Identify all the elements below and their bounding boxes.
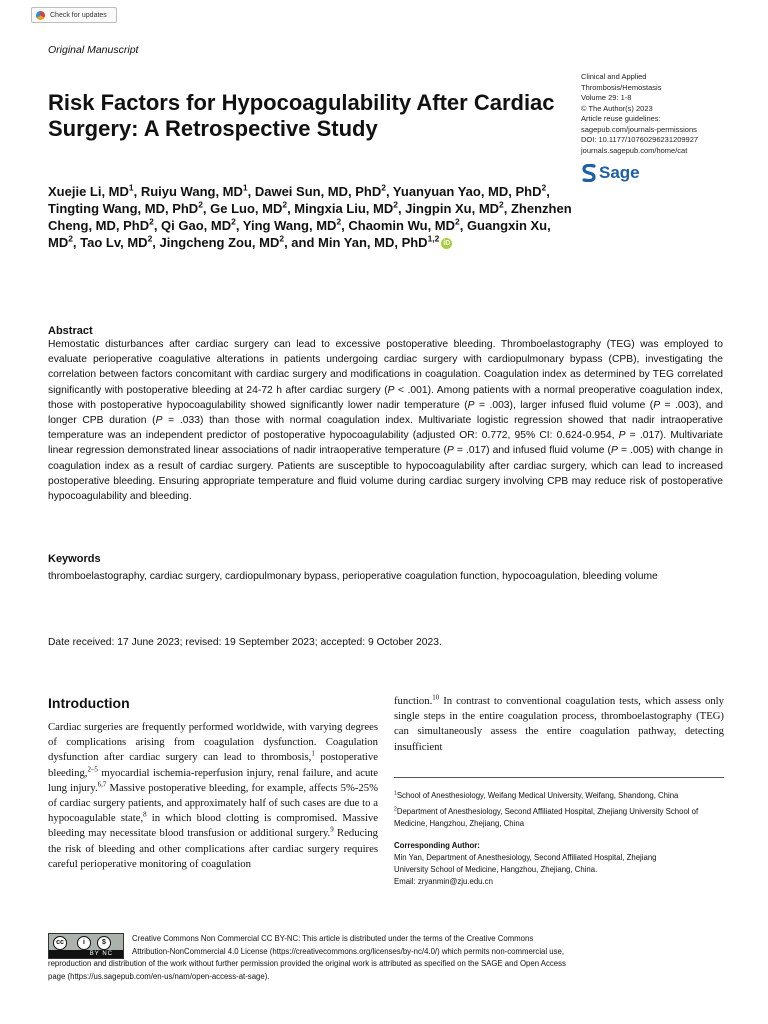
article-dates: Date received: 17 June 2023; revised: 19 September 2023; accepted: 9 October 2023. xyxy=(48,637,442,648)
journal-line: Volume 29: 1-8 xyxy=(581,93,632,102)
manuscript-type: Original Manuscript xyxy=(48,44,139,56)
corresponding-author xyxy=(394,840,724,888)
sage-s-icon xyxy=(581,164,597,182)
license-block xyxy=(48,933,728,983)
keywords-text: thromboelastography, cardiac surgery, cardiopulmonary bypass, perioperative coagulation function, hypocoagulation, bleeding volume xyxy=(48,571,658,582)
license-line-url[interactable]: Attribution-NonCommercial 4.0 License (https://creativecommons.org/licenses/by-nc/4.0/) which permits non-commercial use, xyxy=(132,946,565,956)
check-for-updates-button[interactable] xyxy=(31,7,117,23)
corresponding-heading: Corresponding Author: xyxy=(394,841,480,850)
nc-icon: $ xyxy=(97,936,111,950)
affiliation-1: $^1$School of Anesthesiology, Weifang Medical University, Weifang, Shandong, China xyxy=(394,790,679,800)
article-title: Risk Factors for Hypocoagulability After Cardiac Surgery: A Retrospective Study xyxy=(48,90,555,141)
footnotes xyxy=(394,790,724,892)
sage-logo-text: Sage xyxy=(599,163,640,182)
cc-by-nc-badge-icon[interactable] xyxy=(48,933,124,959)
keywords-heading: Keywords xyxy=(48,553,101,565)
orcid-icon[interactable]: iD xyxy=(443,240,451,248)
journal-home-link[interactable]: journals.sagepub.com/home/cat xyxy=(581,145,688,155)
corresponding-line: University School of Medicine, Hangzhou, Zhejiang, China. xyxy=(394,865,598,874)
introduction-right-column: function.$^{10}$ In contrast to conventional coagulation tests, which assess only single steps in the entire coagulation process, thromboelastography (TEG) can simultaneously assess the entire coagulation pathway, detecting insufficient xyxy=(394,693,724,753)
author-list xyxy=(48,183,578,251)
footnote-divider xyxy=(394,777,724,778)
permissions-link[interactable]: sagepub.com/journals-permissions xyxy=(581,124,697,134)
corresponding-line: Min Yan, Department of Anesthesiology, Second Affiliated Hospital, Zhejiang xyxy=(394,853,657,862)
check-updates-icon xyxy=(36,11,45,20)
license-line: reproduction and distribution of the work without further permission provided the original work is attributed as specified on the SAGE and Open Access xyxy=(48,959,566,968)
affiliation-2: $^2$Department of Anesthesiology, Second Affiliated Hospital, Zhejiang University School of Medicine, Hangzhou, Zhejiang, China xyxy=(394,806,699,828)
doi-line[interactable]: DOI: 10.1177/10760296231209927 xyxy=(581,135,699,144)
corresponding-email[interactable]: Email: zryanmin@zju.edu.cn xyxy=(394,877,493,886)
cc-badge-strip: BY NC xyxy=(49,950,123,958)
journal-info xyxy=(581,72,698,156)
journal-line: Clinical and Applied xyxy=(581,72,647,81)
author-names: Xuejie Li, $MD^1$, Ruiyu Wang, $MD^1$, Dawei Sun, MD, PhD$^2$, Yuanyuan Yao, MD, PhD$^2$, Tingting Wang, MD, PhD$^2$, Ge Luo, $MD^2$, Mingxia Liu, $MD^2$, Jingpin Xu, $MD^2$, Zhenzhen Cheng, MD, PhD$^2$, Qi Gao, $MD^2$, Ying Wang, $MD^2$, Chaomin Wu, $MD^2$, Guangxin Xu, $MD^2$, Tao Lv, $MD^2$, Jingcheng Zou, $MD^2$, and Min Yan, MD, PhD$^{1,2}$ xyxy=(48,182,572,250)
cc-icon: cc xyxy=(53,936,67,950)
journal-line: © The Author(s) 2023 xyxy=(581,103,653,113)
journal-line: Thrombosis/Hemostasis xyxy=(581,82,662,92)
introduction-heading: Introduction xyxy=(48,695,130,711)
check-updates-label: Check for updates xyxy=(50,12,107,19)
license-line-url[interactable]: page (https://us.sagepub.com/en-us/nam/open-access-at-sage). xyxy=(48,971,270,981)
abstract-heading: Abstract xyxy=(48,325,93,337)
introduction-left-column: Cardiac surgeries are frequently performed worldwide, with varying degrees of complications arising from coagulation dysfunction. Coagulation dysfunction after cardiac surgery can lead to thrombosis,$^1$ postoperative bleeding,$^{2-5}$ myocardial ischemia-reperfusion injury, renal failure, and acute lung injury.$^{6,7}$ Massive postoperative bleeding, for example, affects 5%-25% of cardiac surgery patients, and approximately half of such cases are due to a hypocoagulable state,$^8$ in which blood clotting is compromised. Massive bleeding may necessitate blood transfusion or additional surgery.$^9$ Reducing the risk of bleeding and other complications after cardiac surgery requires careful perioperative monitoring of coagulation xyxy=(48,721,379,870)
by-icon: i xyxy=(77,936,91,950)
license-line: Creative Commons Non Commercial CC BY-NC: This article is distributed under the terms of the Creative Commons xyxy=(132,934,534,943)
abstract-text: Hemostatic disturbances after cardiac surgery can lead to excessive postoperative bleeding. Thromboelastography (TEG) was employed to evaluate perioperative coagulative alterations in patients undergoing cardiac surgery with cardiopulmonary bypass (CPB), investigating the correlation between factors concomitant with cardiac surgery and modifications in coagulation. Coagulation index as determined by TEG correlated significantly with postoperative bleeding at 24-72 h after cardiac surgery (P < .001). Among patients with a normal preoperative coagulation index, those with postoperative hypocoagulability showed significantly lower nadir temperature (P = .003), larger infused fluid volume (P = .003), and longer CPB duration (P = .033) than those with normal coagulation index. Multivariate logistic regression showed that nadir intraoperative temperature was an independent predictor of postoperative hypocoagulability (adjusted OR: 0.772, 95% CI: 0.624-0.954, P = .017). Multivariate linear regression demonstrated linear associations of nadir intraoperative temperature (P = .017) and infused fluid volume (P = .005) with change in coagulation index as a result of cardiac surgery. Patients are susceptible to hypocoagulability after cardiac surgery, which can lead to increased postoperative bleeding. Ensuring appropriate temperature and fluid volume during cardiac surgery involving CPB may reduce risk of postoperative hypocoagulability and bleeding. xyxy=(48,339,724,503)
journal-line: Article reuse guidelines: xyxy=(581,114,661,123)
sage-logo xyxy=(581,163,640,183)
